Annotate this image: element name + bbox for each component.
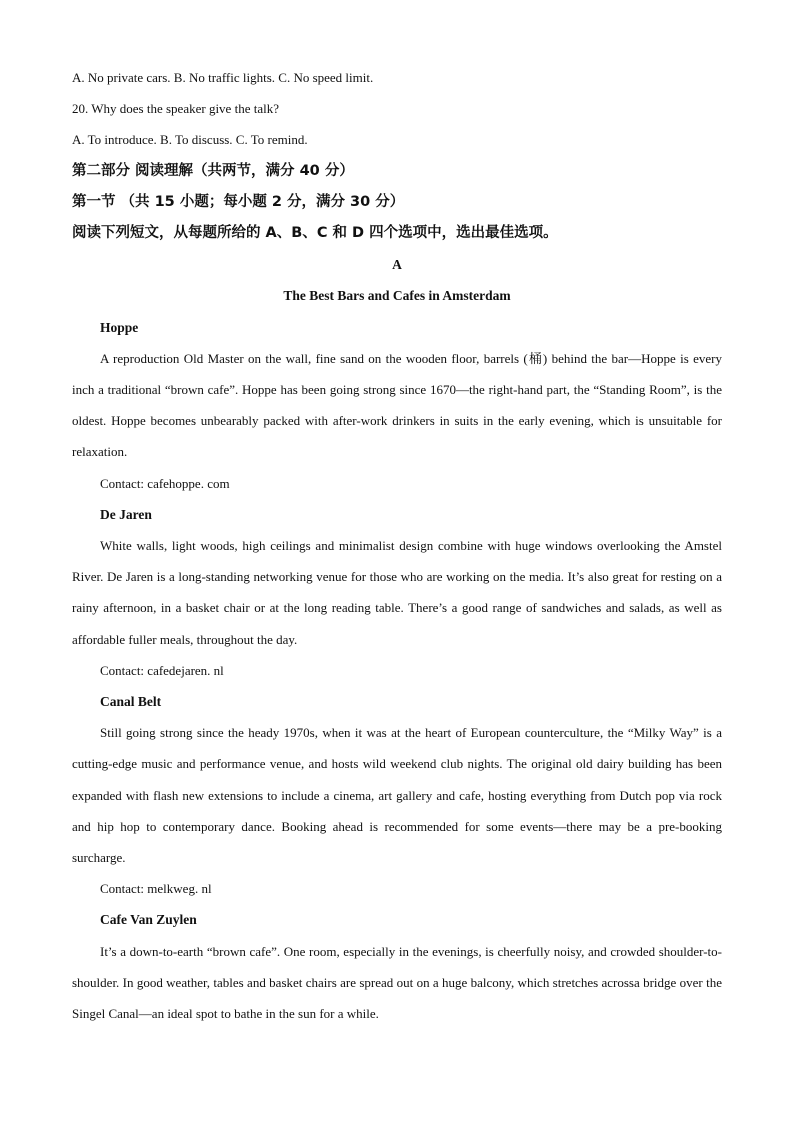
q19-options: A. No private cars. B. No traffic lights. C. No speed limit. (72, 70, 374, 85)
entry-text-canal-belt: Still going strong since the heady 1970s, when it was at the heart of European counterculture, the “Milky Way” is a cutting-edge music and performance venue, and hosts wild weekend club nights. The original old dairy building has been expanded with flash new extensions to include a cinema, art gallery and cafe, hosting everything from Dutch pop via rock and hip hop to contemporary dance. Booking ahead is recommended for some events—there may be a pre-booking surcharge. (72, 725, 722, 866)
entry-text-hoppe: A reproduction Old Master on the wall, fine sand on the wooden floor, barrels (桶) behind the bar—Hoppe is every inch a traditional “brown cafe”. Hoppe has been going strong since 1670—the right-hand part, the “Standing Room”, is the oldest. Hoppe becomes unbearably packed with after-work drinkers in suits in the early evening, which is unsuitable for relaxation. (72, 350, 722, 460)
entry-heading-cafe-van-zuylen: Cafe Van Zuylen (100, 912, 197, 928)
entry-heading-canal-belt: Canal Belt (100, 694, 162, 710)
q20-stem: 20. Why does the speaker give the talk? (72, 101, 279, 117)
passage-title: The Best Bars and Cafes in Amsterdam (283, 288, 511, 304)
passage-letter: A (392, 257, 402, 273)
subsection-title: 第一节 （共 15 小题；每小题 2 分，满分 30 分） (72, 193, 405, 210)
q20-options: A. To introduce. B. To discuss. C. To remind. (72, 132, 308, 148)
part-title: 第二部分 阅读理解（共两节，满分 40 分） (72, 162, 354, 179)
entry-contact-hoppe: Contact: cafehoppe. com (100, 475, 230, 491)
entry-heading-hoppe: Hoppe (100, 319, 139, 335)
document-page (72, 62, 722, 1029)
entry-text-cafe-van-zuylen: It’s a down-to-earth “brown cafe”. One room, especially in the evenings, is cheerfully noisy, and crowded shoulder-to-shoulder. In good weather, tables and basket chairs are spread out on a huge balcony, which stretches acrossa bridge over the Singel Canal—an ideal spot to bathe in the sun for a while. (72, 943, 722, 1022)
entry-contact-canal-belt: Contact: melkweg. nl (100, 881, 212, 897)
entry-heading-de-jaren: De Jaren (100, 506, 152, 522)
instruction: 阅读下列短文，从每题所给的 A、B、C 和 D 四个选项中，选出最佳选项。 (72, 225, 558, 242)
entry-contact-de-jaren: Contact: cafedejaren. nl (100, 662, 224, 678)
entry-text-de-jaren: White walls, light woods, high ceilings and minimalist design combine with huge windows overlooking the Amstel River. De Jaren is a long-standing networking venue for those who are working on the media. It’s also great for resting on a rainy afternoon, in a basket chair or at the long reading table. There’s a good range of sandwiches and salads, as well as affordable fuller meals, throughout the day. (72, 538, 722, 647)
